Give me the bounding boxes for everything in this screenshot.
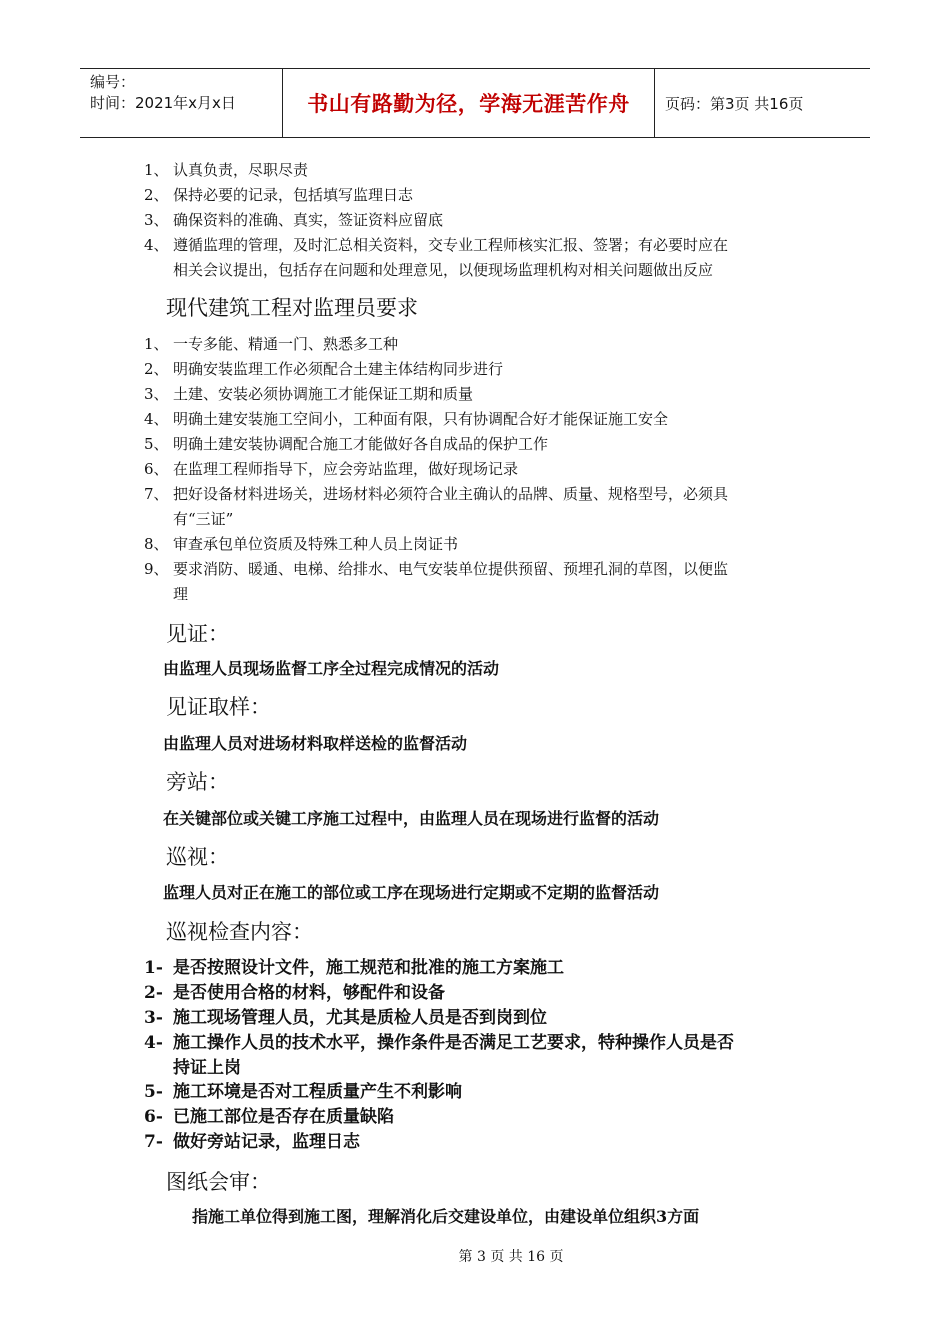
drawing-review-definition: 指施工单位得到施工图，理解消化后交建设单位，由建设单位组织3方面 — [192, 1207, 700, 1226]
patrol-definition: 监理人员对正在施工的部位或工序在现场进行定期或不定期的监督活动 — [163, 883, 660, 902]
document-header — [80, 68, 870, 138]
section-heading-patrol: 巡视： — [166, 845, 229, 869]
section-heading-patrol-content: 巡视检查内容： — [166, 920, 313, 944]
list-item: 3、 确保资料的准确、真实，签证资料应留底 — [144, 211, 444, 229]
list-item: 5- 施工环境是否对工程质量产生不利影响 — [144, 1082, 462, 1102]
section-heading-side-station: 旁站： — [166, 770, 229, 794]
date-label: 时间：2021年x月x日 — [90, 94, 236, 112]
header-page-cell — [655, 69, 870, 137]
list-item: 1- 是否按照设计文件，施工规范和批准的施工方案施工 — [144, 958, 564, 978]
side-station-definition: 在关键部位或关键工序施工过程中，由监理人员在现场进行监督的活动 — [163, 809, 660, 828]
list-item: 1、 一专多能、精通一门、熟悉多工种 — [144, 335, 399, 353]
section-heading-witness: 见证： — [166, 622, 229, 646]
section-heading-witness-sampling: 见证取样： — [166, 695, 271, 719]
motto: 书山有路勤为径，学海无涯苦作舟 — [307, 92, 630, 116]
list-item: 7、 把好设备材料进场关，进场材料必须符合业主确认的品牌、质量、规格型号，必须具 有“三证” — [144, 485, 729, 528]
page-footer — [0, 1246, 950, 1266]
list-item: 9、 要求消防、暖通、电梯、给排水、电气安装单位提供预留、预埋孔洞的草图，以便监 理 — [144, 560, 729, 603]
list-item: 2、 保持必要的记录，包括填写监理日志 — [144, 186, 414, 204]
list-item: 4- 施工操作人员的技术水平，操作条件是否满足工艺要求，特种操作人员是否 持证上岗 — [144, 1033, 734, 1078]
list-item: 2- 是否使用合格的材料，够配件和设备 — [144, 983, 445, 1003]
section-heading-requirements: 现代建筑工程对监理员要求 — [166, 296, 418, 320]
list-item: 4、 遵循监理的管理，及时汇总相关资料，交专业工程师核实汇报、签署；有必要时应在 相关会议提出，包括存在问题和处理意见，以便现场监理机构对相关问题做出反应 — [144, 236, 729, 279]
list-item: 1、 认真负责，尽职尽责 — [144, 161, 309, 179]
section-heading-drawing-review: 图纸会审： — [166, 1170, 271, 1194]
list-item: 5、 明确土建安装协调配合施工才能做好各自成品的保护工作 — [144, 435, 549, 453]
list-item: 6、 在监理工程师指导下，应会旁站监理，做好现场记录 — [144, 460, 519, 478]
list-item: 7- 做好旁站记录，监理日志 — [144, 1132, 360, 1152]
page-label: 页码：第3页 共16页 — [665, 94, 804, 113]
serial-label: 编号： — [90, 73, 136, 91]
header-meta — [80, 69, 282, 137]
list-item: 3- 施工现场管理人员，尤其是质检人员是否到岗到位 — [144, 1008, 547, 1028]
list-item: 2、 明确安装监理工作必须配合土建主体结构同步进行 — [144, 360, 504, 378]
list-item: 8、 审查承包单位资质及特殊工种人员上岗证书 — [144, 535, 459, 553]
witness-sampling-definition: 由监理人员对进场材料取样送检的监督活动 — [163, 734, 468, 753]
witness-definition: 由监理人员现场监督工序全过程完成情况的活动 — [163, 659, 500, 678]
list-item: 3、 土建、安装必须协调施工才能保证工期和质量 — [144, 385, 474, 403]
footer-page-number: 第 3 页 共 16 页 — [458, 1249, 564, 1265]
list-item: 6- 已施工部位是否存在质量缺陷 — [144, 1107, 394, 1127]
list-item: 4、 明确土建安装施工空间小，工种面有限，只有协调配合好才能保证施工安全 — [144, 410, 669, 428]
header-motto-cell — [282, 69, 655, 137]
